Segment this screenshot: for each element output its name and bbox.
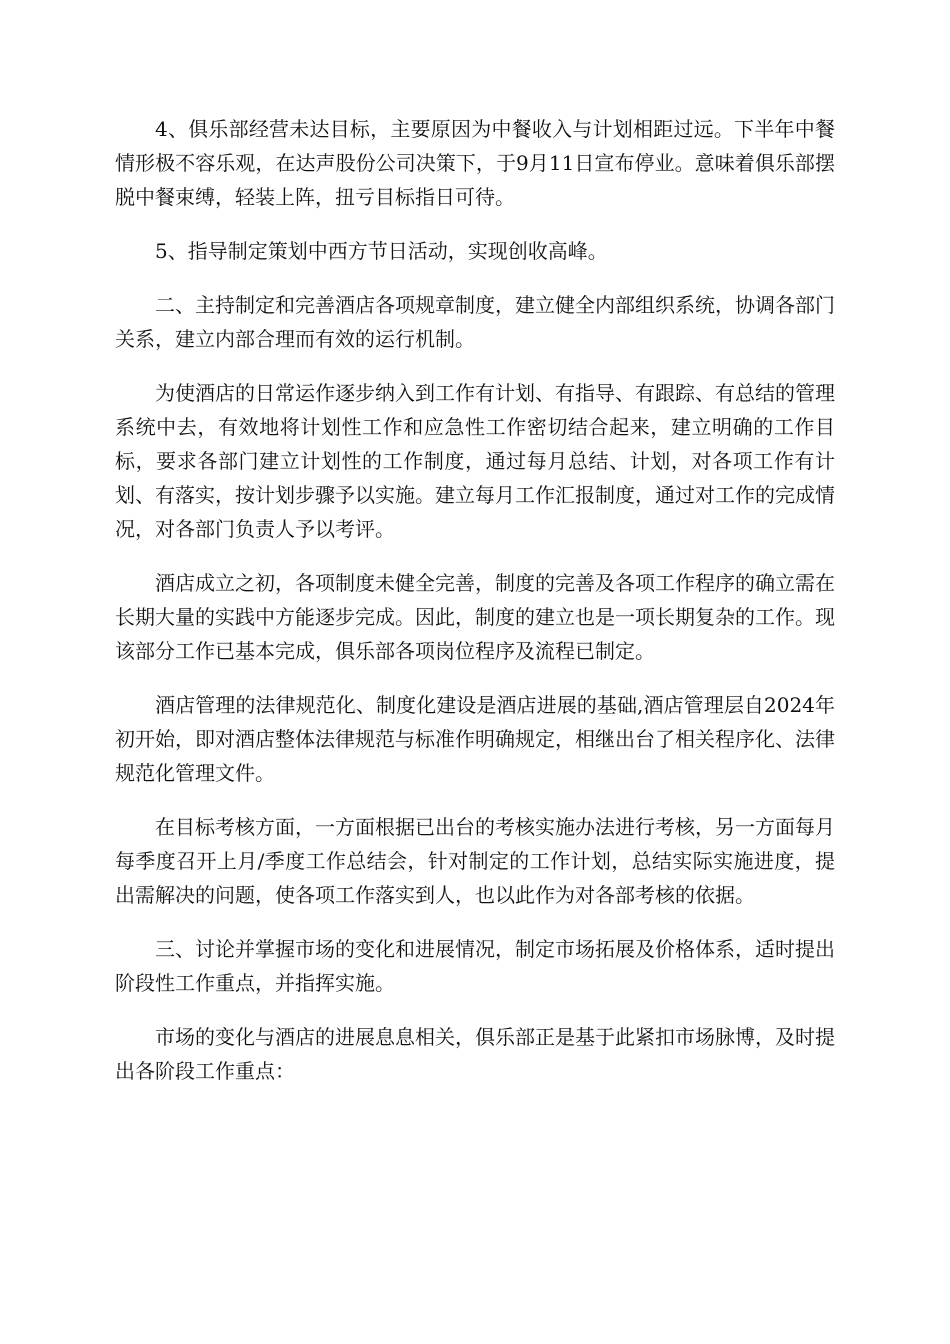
paragraph-item-5: 5、指导制定策划中西方节日活动，实现创收高峰。 <box>155 239 608 263</box>
paragraph-legal-standardization: 酒店管理的法律规范化、制度化建设是酒店进展的基础,酒店管理层自2024年初开始，即对酒店整体法律规范与标准作明确规定，相继出台了相关程序化、法律规范化管理文件。 <box>115 693 835 785</box>
paragraph-item-4: 4、俱乐部经营未达目标，主要原因为中餐收入与计划相距过远。下半年中餐情形极不容乐观，在达声股份公司决策下，于9月11日宣布停业。意味着俱乐部摆脱中餐束缚，轻装上阵，扭亏目标指日可待。 <box>115 117 835 209</box>
paragraph-rules-establishment: 酒店成立之初，各项制度未健全完善，制度的完善及各项工作程序的确立需在长期大量的实践中方能逐步完成。因此，制度的建立也是一项长期复杂的工作。现该部分工作已基本完成，俱乐部各项岗位程序及流程已制定。 <box>115 571 835 663</box>
paragraph-management-system: 为使酒店的日常运作逐步纳入到工作有计划、有指导、有跟踪、有总结的管理系统中去，有效地将计划性工作和应急性工作密切结合起来，建立明确的工作目标，要求各部门建立计划性的工作制度，通过每月总结、计划，对各项工作有计划、有落实，按计划步骤予以实施。建立每月工作汇报制度，通过对工作的完成情况，对各部门负责人予以考评。 <box>115 381 835 541</box>
section-heading-3: 三、讨论并掌握市场的变化和进展情况，制定市场拓展及价格体系，适时提出阶段性工作重点，并指挥实施。 <box>115 937 835 995</box>
document-body <box>115 112 835 1108</box>
section-heading-2: 二、主持制定和完善酒店各项规章制度，建立健全内部组织系统，协调各部门关系，建立内部合理而有效的运行机制。 <box>115 293 835 351</box>
paragraph-target-assessment: 在目标考核方面，一方面根据已出台的考核实施办法进行考核，另一方面每月每季度召开上月/季度工作总结会，针对制定的工作计划，总结实际实施进度，提出需解决的问题，使各项工作落实到人，也以此作为对各部考核的依据。 <box>115 815 835 907</box>
paragraph-market-changes: 市场的变化与酒店的进展息息相关，俱乐部正是基于此紧扣市场脉博，及时提出各阶段工作重点： <box>115 1025 835 1083</box>
